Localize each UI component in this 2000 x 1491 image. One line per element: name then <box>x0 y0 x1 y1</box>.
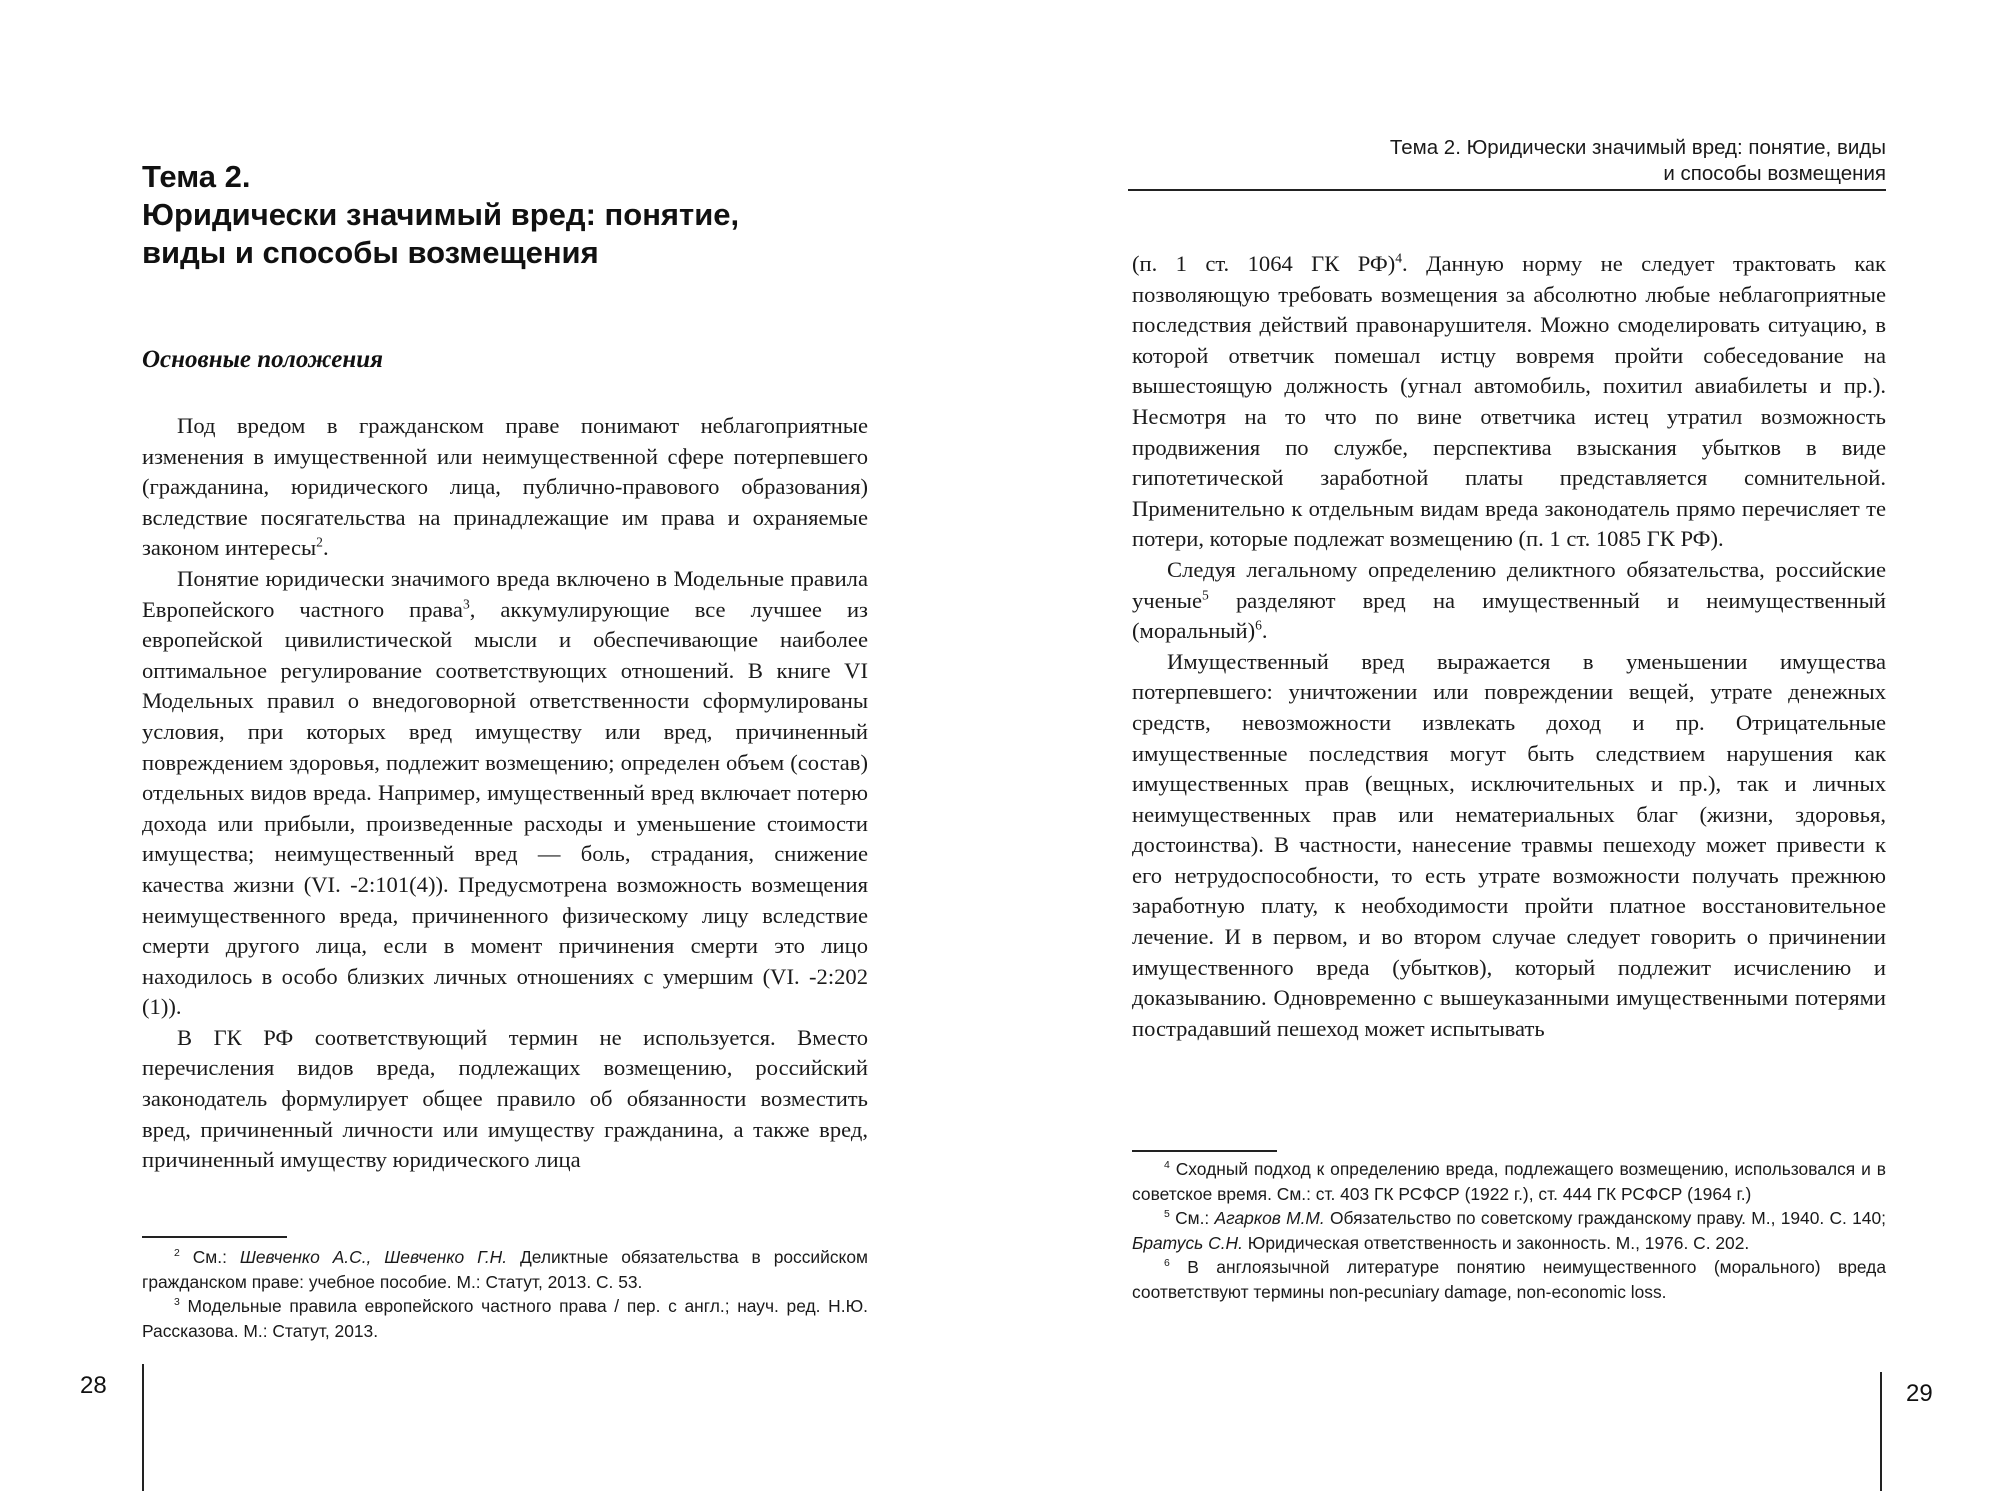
chapter-heading-line: виды и способы возмещения <box>142 235 599 270</box>
footnote-divider <box>142 1236 287 1238</box>
right-body-text <box>1132 249 1886 1044</box>
footnote <box>1132 1157 1886 1206</box>
page-edge-rule <box>142 1364 144 1491</box>
section-heading: Основные положения <box>142 346 383 373</box>
running-header-line: Тема 2. Юридически значимый вред: понятие, виды <box>1389 136 1886 159</box>
footnote-mark: 4 <box>1164 1160 1170 1172</box>
paragraph-text: В ГК РФ соответствующий термин не используется. Вместо перечисления видов вреда, подлежащих возмещению, российский законодатель формулирует общее правило об обязанности возместить вред, причиненный личности или имуществу гражданина, а также вред, причиненный имуществу юридического лица <box>142 1024 868 1173</box>
page-number: 28 <box>80 1372 107 1399</box>
footnote-text: Обязательство по советскому гражданскому праву. М., 1940. С. 140; <box>1324 1208 1886 1228</box>
paragraph-text: . Данную норму не следует трактовать как позволяющую требовать возмещения за абсолютно любые неблагоприятные последствия действий правонарушителя. Можно смоделировать ситуацию, в которой ответчик помешал истцу вовремя пройти собеседование на вышестоящую должность (угнал автомобиль, похитил авиабилеты и пр.). Несмотря на то что по вине ответчика истец утратил возможность продвижения по службе, перспектива взыскания убытков в виде гипотетической заработной платы представляется сомнительной. Применительно к отдельным видам вреда законодатель прямо перечисляет те потери, которые подлежат возмещению (п. 1 ст. 1085 ГК РФ). <box>1132 251 1887 552</box>
footnote-text: См.: <box>192 1247 240 1267</box>
footnote <box>142 1245 868 1294</box>
footnote-ref[interactable]: 4 <box>1395 250 1403 266</box>
chapter-heading-line: Юридически значимый вред: понятие, <box>142 197 740 232</box>
running-header-line: и способы возмещения <box>1663 162 1886 185</box>
header-rule <box>1128 189 1886 191</box>
paragraph-text: (п. 1 ст. 1064 ГК РФ) <box>1132 251 1396 276</box>
paragraph-text: Понятие юридически значимого вреда включено в Модельные правила Европейского частного права <box>142 565 868 622</box>
footnote <box>1132 1206 1886 1255</box>
paragraph <box>1132 249 1886 555</box>
footnote-divider <box>1132 1150 1277 1152</box>
footnote-text: Юридическая ответственность и законность. М., 1976. С. 202. <box>1242 1232 1750 1253</box>
footnote-text: Сходный подход к определению вреда, подлежащего возмещению, использовался и в советское время. См.: ст. 403 ГК РСФСР (1922 г.), ст. 444 ГК РСФСР (1964 г.) <box>1132 1159 1886 1204</box>
paragraph-text: разделяют вред на имущественный и неимущественный (моральный) <box>1132 587 1886 644</box>
footnote <box>142 1294 868 1343</box>
paragraph-text: . <box>322 535 329 561</box>
paragraph <box>142 564 868 1023</box>
footnote-authors: Агарков М.М. <box>1214 1208 1325 1228</box>
footnote-ref[interactable]: 5 <box>1202 587 1209 602</box>
footnote-authors: Братусь С.Н. <box>1132 1232 1243 1253</box>
chapter-heading <box>142 158 782 272</box>
paragraph-text: Имущественный вред выражается в уменьшении имущества потерпевшего: уничтожении или повреждении вещей, утрате денежных средств, невозможности извлекать доход и пр. Отрицательные имущественные последствия могут быть следствием нарушения как имущественных прав (вещных, исключительных и пр.), так и личных неимущественных прав или нематериальных благ (жизни, здоровья, достоинства). В частности, нанесение травмы пешеходу может привести к его нетрудоспособности, то есть утрате возможности получать прежнюю заработную плату, к необходимости пройти платное восстановительное лечение. И в первом, и во втором случае следует говорить о причинении имущественного вреда (убытков), который подлежит исчислению и доказыванию. Одновременно с вышеуказанными имущественными потерями пострадавший пешеход может испытывать <box>1132 648 1886 1041</box>
paragraph <box>142 1023 868 1176</box>
page-number: 29 <box>1906 1380 1933 1407</box>
paragraph <box>142 411 868 564</box>
footnote-mark: 2 <box>174 1248 180 1260</box>
right-footnotes <box>1132 1157 1886 1304</box>
footnote-mark: 5 <box>1164 1209 1170 1221</box>
footnote-ref[interactable]: 3 <box>462 596 470 612</box>
footnote-text: Модельные правила европейского частного права / пер. с англ.; науч. ред. Н.Ю. Рассказова. М.: Статут, 2013. <box>142 1296 868 1341</box>
footnote <box>1132 1255 1886 1304</box>
chapter-heading-line: Тема 2. <box>142 159 251 194</box>
footnote-ref[interactable]: 2 <box>316 534 323 550</box>
paragraph-text: . <box>1261 618 1268 644</box>
footnote-mark: 6 <box>1164 1258 1170 1270</box>
paragraph <box>1132 647 1886 1045</box>
footnote-ref[interactable]: 6 <box>1255 617 1262 633</box>
running-header <box>1132 135 1886 187</box>
paragraph-text: Под вредом в гражданском праве понимают неблагоприятные изменения в имущественной или неимущественной сфере потерпевшего (гражданина, юридического лица, публично-правового образования) вследствие посягательства на принадлежащие им права и охраняемые законом интересы <box>142 413 868 561</box>
footnote-authors: Шевченко А.С., Шевченко Г.Н. <box>239 1247 508 1267</box>
paragraph-text: , аккумулирующие все лучшее из европейской цивилистической мысли и обеспечивающие наиболее оптимальное регулирование соответствующих отношений. В книге VI Модельных правил о внедоговорной ответственности сформулированы условия, при которых вред имуществу или вред, причиненный повреждением здоровья, подлежит возмещению; определен объем (состав) отдельных видов вреда. Например, имущественный вред включает потерю дохода или прибыли, произведенные расходы и уменьшение стоимости имущества; неимущественный вред — боль, страдания, снижение качества жизни (VI. -2:101(4)). Предусмотрена возможность возмещения неимущественного вреда, причиненного физическому лицу вследствие смерти другого лица, если в момент причинения смерти это лицо находилось в особо близких личных отношениях с умершим (VI. -2:202 (1)). <box>142 596 868 1020</box>
footnote-text: Деликтные обязательства в российском гражданском праве: учебное пособие. М.: Статут, 2013. С. 53. <box>142 1247 868 1292</box>
footnote-text: См.: <box>1175 1208 1215 1228</box>
page-edge-rule <box>1880 1372 1882 1491</box>
left-footnotes <box>142 1245 868 1343</box>
paragraph <box>1132 555 1886 647</box>
paragraph-text: Следуя легальному определению деликтного обязательства, российские ученые <box>1132 556 1886 613</box>
footnote-text: В англоязычной литературе понятию неимущественного (морального) вреда соответствуют термины non-pecuniary damage, non-economic loss. <box>1132 1257 1886 1302</box>
footnote-mark: 3 <box>174 1297 180 1309</box>
left-body-text <box>142 411 868 1176</box>
